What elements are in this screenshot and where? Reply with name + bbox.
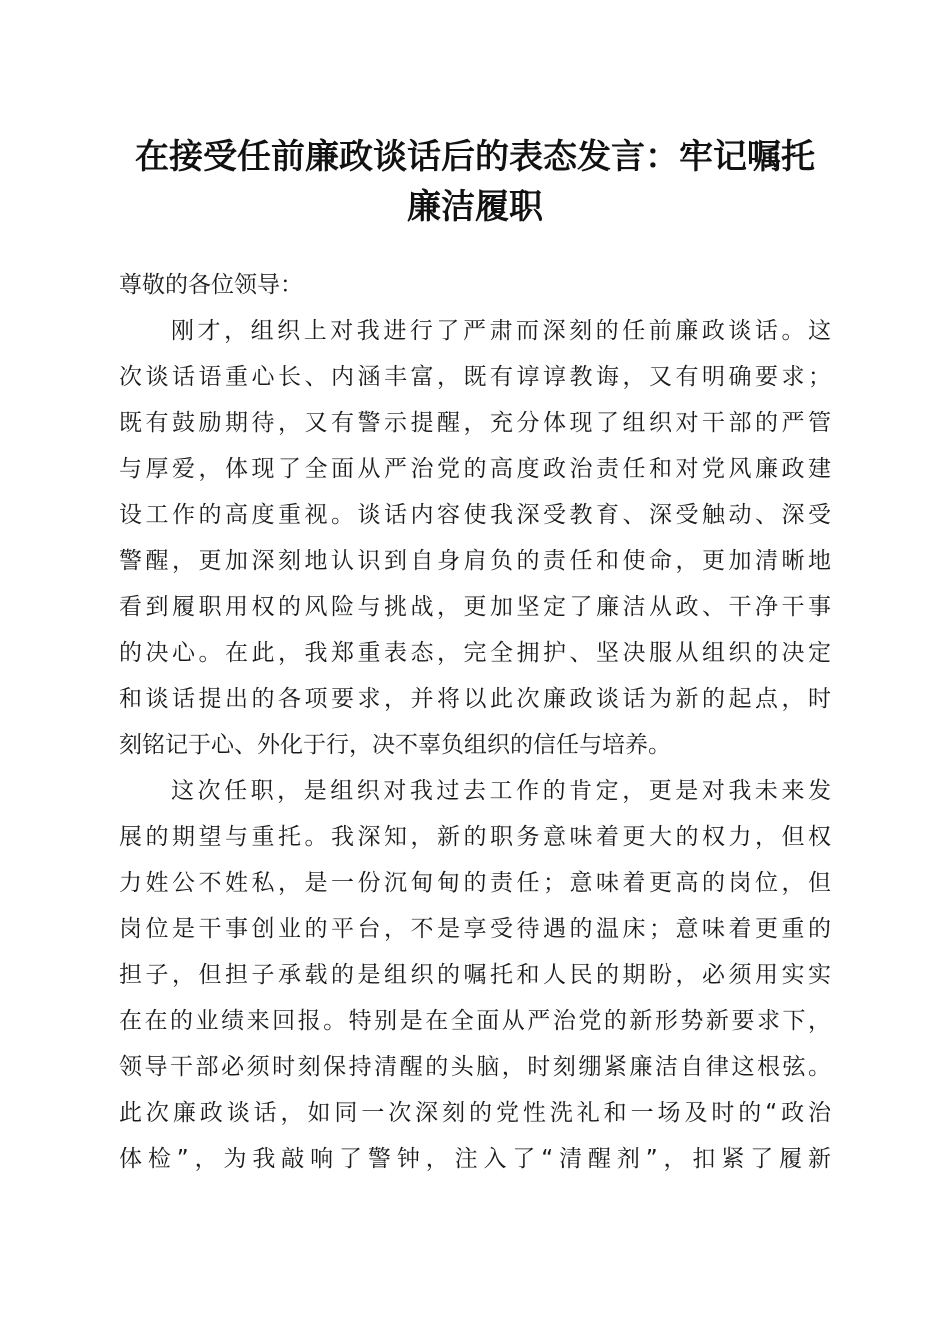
paragraph-line: 岗位是干事创业的平台，不是享受待遇的温床；意味着更重的	[119, 916, 831, 942]
paragraph-line: 刻铭记于心、外化于行，决不辜负组织的信任与培养。	[119, 732, 671, 758]
paragraph-line: 次谈话语重心长、内涵丰富，既有谆谆教诲，又有明确要求；	[119, 364, 831, 390]
paragraph-line: 与厚爱，体现了全面从严治党的高度政治责任和对党风廉政建	[119, 456, 831, 482]
paragraph-line: 力姓公不姓私，是一份沉甸甸的责任；意味着更高的岗位，但	[119, 870, 831, 896]
paragraph-line: 的决心。在此，我郑重表态，完全拥护、坚决服从组织的决定	[119, 640, 831, 666]
paragraph-2	[119, 768, 831, 1182]
paragraph-line: 和谈话提出的各项要求，并将以此次廉政谈话为新的起点，时	[119, 686, 831, 712]
paragraph-line: 看到履职用权的风险与挑战，更加坚定了廉洁从政、干净干事	[119, 594, 831, 620]
paragraph-line: 警醒，更加深刻地认识到自身肩负的责任和使命，更加清晰地	[119, 548, 831, 574]
paragraph-line: 设工作的高度重视。谈话内容使我深受教育、深受触动、深受	[119, 502, 831, 528]
paragraph-1	[119, 308, 831, 768]
paragraph-line: 展的期望与重托。我深知，新的职务意味着更大的权力，但权	[119, 824, 831, 850]
paragraph-line: 既有鼓励期待，又有警示提醒，充分体现了组织对干部的严管	[119, 410, 831, 436]
paragraph-line: 担子，但担子承载的是组织的嘱托和人民的期盼，必须用实实	[119, 962, 831, 988]
paragraph-line: 领导干部必须时刻保持清醒的头脑，时刻绷紧廉洁自律这根弦。	[119, 1054, 831, 1080]
document-body	[119, 262, 831, 1182]
paragraph-line: 刚才，组织上对我进行了严肃而深刻的任前廉政谈话。这	[171, 318, 831, 344]
paragraph-line: 在在的业绩来回报。特别是在全面从严治党的新形势新要求下，	[119, 1008, 831, 1034]
salutation: 尊敬的各位领导：	[119, 272, 303, 298]
title-line-1: 在接受任前廉政谈话后的表态发言：牢记嘱托	[135, 137, 815, 177]
document-title	[100, 132, 850, 232]
paragraph-line: 此次廉政谈话，如同一次深刻的党性洗礼和一场及时的“政治	[119, 1100, 831, 1126]
title-line-2: 廉洁履职	[407, 187, 543, 227]
paragraph-line: 这次任职，是组织对我过去工作的肯定，更是对我未来发	[171, 778, 831, 804]
paragraph-line: 体检”，为我敲响了警钟，注入了“清醒剂”，扣紧了履新	[119, 1146, 831, 1172]
